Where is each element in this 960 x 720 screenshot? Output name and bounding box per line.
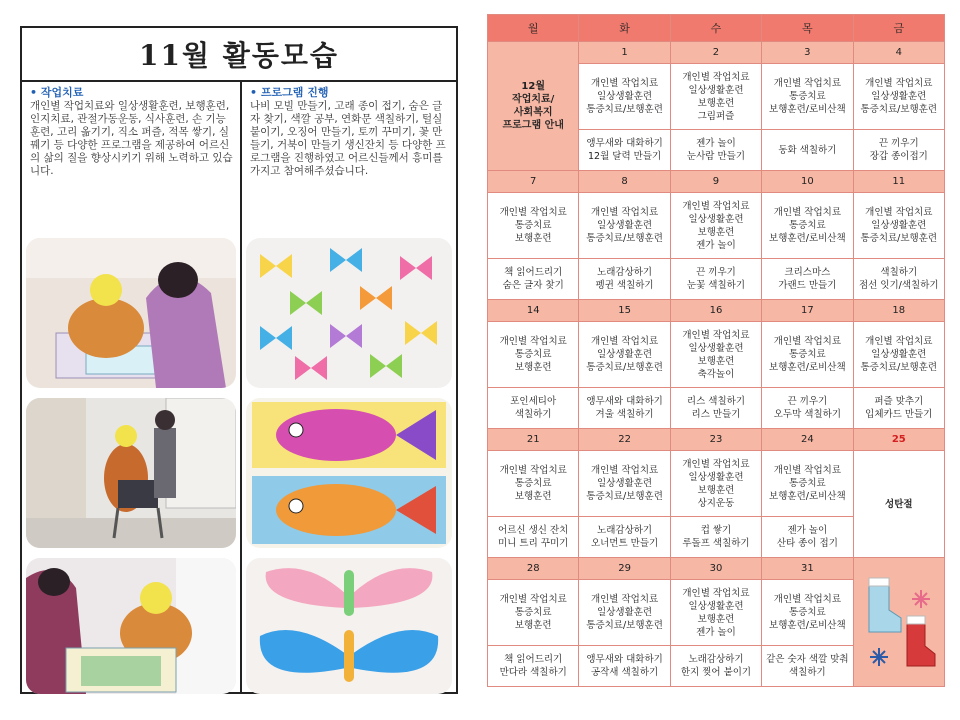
calendar.weeks.1.activity.1-line: 노래감상하기 (597, 267, 653, 278)
calendar.weeks.3.therapy.3-line: 보행훈련/로비산책 (769, 491, 846, 502)
calendar.weeks.2.activity.4-line: 입체카드 만들기 (865, 409, 933, 420)
therapy-cell (762, 451, 853, 517)
christmas-decoration-cell (853, 558, 944, 687)
calendar.weeks.4.therapy.3-line: 개인별 작업치료 (773, 594, 841, 605)
calendar.weeks.2.activity.1-line: 앵무새와 대화하기 (586, 396, 663, 407)
calendar.weeks.3.activity.1-line: 오너먼트 만들기 (590, 538, 659, 549)
calendar.weeks.2.activity.3-line: 오두막 색칠하기 (773, 409, 841, 420)
date-cell: 16 (670, 300, 761, 322)
calendar.weeks.2.therapy.0-line: 개인별 작업치료 (499, 336, 567, 347)
therapy-cell (579, 580, 670, 646)
activity-cell (670, 130, 761, 171)
date-cell: 25 (853, 429, 944, 451)
calendar.weeks.4.therapy.3-line: 보행훈련/로비산책 (769, 620, 846, 631)
occupational-therapy-column (22, 80, 240, 692)
calendar.weeks.3.activity.2-line: 컵 쌓기 (700, 525, 732, 536)
calendar.weeks.3.therapy.3-line: 통증치료 (789, 478, 826, 489)
date-cell: 17 (762, 300, 853, 322)
calendar.weeks.3.therapy.1-line: 개인별 작업치료 (590, 465, 659, 476)
week-1-dates (488, 42, 945, 64)
calendar.weeks.0.therapy.4-line: 통증치료/보행훈련 (860, 104, 938, 115)
calendar.weeks.2.activity.1-line: 겨울 색칠하기 (595, 409, 654, 420)
calendar.weeks.1.therapy.0-line: 통증치료 (514, 220, 552, 231)
calendar.weeks.1.therapy.4-line: 통증치료/보행훈련 (860, 233, 938, 244)
calendar.weeks.0.therapy.1-line: 개인별 작업치료 (590, 78, 659, 89)
date-cell: 31 (762, 558, 853, 580)
calendar.weeks.2.therapy.1-line: 일상생활훈련 (597, 349, 653, 360)
calendar.weeks.0.therapy.1-line: 통증치료/보행훈련 (586, 104, 663, 115)
therapy-cell (670, 193, 761, 259)
week-5-dates (488, 558, 945, 580)
calendar.weeks.0.activity.1-line: 앵무새와 대화하기 (586, 138, 663, 149)
calendar.weeks.0.therapy.3-line: 통증치료 (789, 91, 826, 102)
calendar.weeks.2.therapy.0-line: 통증치료 (514, 349, 552, 360)
date-cell: 7 (488, 171, 579, 193)
calendar.weeks.2.therapy.4-line: 개인별 작업치료 (865, 336, 933, 347)
calendar.weeks.4.therapy.3-line: 통증치료 (789, 607, 826, 618)
date-cell: 14 (488, 300, 579, 322)
photo-butterfly-mobile (246, 238, 452, 388)
activity-cell (762, 130, 853, 171)
calendar.weeks.2.activity.4-line: 퍼즐 맞추기 (874, 396, 924, 407)
week-2-activities (488, 259, 945, 300)
calendar.weeks.4.activity.0-line: 책 읽어드리기 (504, 654, 563, 665)
activity-cell (579, 646, 670, 687)
week-3-dates (488, 300, 945, 322)
date-cell: 3 (762, 42, 853, 64)
calendar.weeks.3.activity.3-line: 젠가 놀이 (787, 525, 828, 536)
calendar.weeks.2.activity.0-line: 포인세티아 (510, 396, 557, 407)
christmas-decoration-icon (859, 570, 939, 670)
date-cell: 11 (853, 171, 944, 193)
calendar.weeks.3.activity.3-line: 산타 종이 접기 (776, 538, 838, 549)
therapy-cell (579, 451, 670, 517)
activity-cell (670, 259, 761, 300)
calendar.weeks.3.activity.1-line: 노래감상하기 (597, 525, 653, 536)
calendar.weeks.2.therapy.0-line: 보행훈련 (514, 362, 552, 373)
calendar.weeks.1.activity.2-line: 눈꽃 색칠하기 (686, 280, 746, 291)
calendar.weeks.4.therapy.0-line: 개인별 작업치료 (499, 594, 567, 605)
date-cell: 15 (579, 300, 670, 322)
activity-cell (488, 646, 579, 687)
calendar.weeks.2.therapy.2-line: 개인별 작업치료 (682, 329, 750, 341)
activity-cell (579, 388, 670, 429)
calendar.weeks.3.therapy.0-line: 개인별 작업치료 (499, 465, 567, 476)
therapy-cell (670, 451, 761, 517)
calendar.weeks.1.activity.4-line: 점선 잇기/색칠하기 (858, 280, 939, 291)
activity-cell (579, 130, 670, 171)
therapy-cell (670, 64, 761, 130)
calendar.weeks.3.therapy.2-line: 일상생활훈련 (688, 471, 744, 483)
calendar.weeks.1.activity.0-line: 책 읽어드리기 (504, 267, 563, 278)
calendar.weeks.2.therapy.2-line: 보행훈련 (697, 355, 735, 367)
activity-cell (762, 388, 853, 429)
calendar.weeks.4.therapy.0-line: 통증치료 (514, 607, 552, 618)
calendar.weeks.1.therapy.3-line: 보행훈련/로비산책 (769, 233, 846, 244)
activity-cell (853, 388, 944, 429)
calendar.weeks.1.therapy.0-line: 개인별 작업치료 (499, 207, 567, 218)
therapy-cell (853, 64, 944, 130)
week-4-therapy (488, 451, 945, 517)
activity-cell (762, 517, 853, 558)
weekday-fri: 금 (853, 15, 944, 42)
calendar.weeks.0.activity.4-line: 장갑 종이접기 (869, 151, 928, 162)
calendar.weeks.2.therapy.2-line: 일상생활훈련 (688, 342, 744, 354)
calendar.weeks.3.therapy.1-line: 일상생활훈련 (597, 478, 653, 489)
calendar.weeks.3.therapy.1-line: 통증치료/보행훈련 (586, 491, 663, 502)
photo-butterfly-coloring (246, 558, 452, 694)
calendar.weeks.3.activity.0-line: 어르신 생신 잔치 (498, 525, 569, 536)
calendar.weeks.3.therapy.3-line: 개인별 작업치료 (773, 465, 841, 476)
date-cell: 10 (762, 171, 853, 193)
calendar.weeks.4.activity.2-line: 한지 찢어 붙이기 (680, 667, 752, 678)
calendar.weeks.1.therapy.4-line: 개인별 작업치료 (865, 207, 933, 218)
weekday-tue: 화 (579, 15, 670, 42)
activity-cell (670, 517, 761, 558)
activity-cell (762, 646, 853, 687)
weekday-wed: 수 (670, 15, 761, 42)
photo-board-game (26, 558, 236, 694)
calendar.weeks.1.therapy.1-line: 개인별 작업치료 (590, 207, 659, 218)
calendar.weeks.2.therapy.4-line: 통증치료/보행훈련 (860, 362, 938, 373)
calendar.weeks.1.therapy.1-line: 일상생활훈련 (597, 220, 653, 231)
calendar.weeks.3.activity.2-line: 루돌프 색칠하기 (682, 538, 750, 549)
therapy-cell (670, 580, 761, 646)
calendar.weeks.0.activity.1-line: 12월 달력 만들기 (587, 151, 662, 162)
activity-cell (853, 259, 944, 300)
weekday-thu: 목 (762, 15, 853, 42)
calendar.weeks.4.therapy.2-line: 개인별 작업치료 (682, 587, 750, 599)
activity-cell (853, 130, 944, 171)
calendar.weeks.4.therapy.0-line: 보행훈련 (514, 620, 552, 631)
calendar.weeks.4.therapy.1-line: 개인별 작업치료 (590, 594, 659, 605)
calendar.weeks.0.therapy.2-line: 보행훈련 (697, 97, 735, 109)
calendar.weeks.2.therapy.2-line: 축각놀이 (697, 368, 735, 380)
program-info-line: 프로그램 안내 (502, 120, 564, 131)
calendar.weeks.3.therapy.0-line: 보행훈련 (514, 491, 552, 502)
activity-cell (488, 517, 579, 558)
calendar.weeks.3.therapy.2-line: 보행훈련 (697, 484, 735, 496)
calendar.weeks.3.therapy.2-line: 상지운동 (697, 497, 735, 509)
calendar.weeks.1.therapy.2-line: 젠가 놀이 (696, 239, 736, 251)
calendar.weeks.2.activity.3-line: 끈 끼우기 (787, 396, 828, 407)
date-cell: 4 (853, 42, 944, 64)
calendar.weeks.1.therapy.2-line: 개인별 작업치료 (682, 200, 750, 212)
date-cell: 22 (579, 429, 670, 451)
calendar.weeks.1.therapy.2-line: 일상생활훈련 (688, 213, 744, 225)
activity-cell (762, 259, 853, 300)
calendar.weeks.1.activity.0-line: 숨은 글자 찾기 (502, 280, 564, 291)
program-info-line: 사회복지 (513, 107, 553, 118)
therapy-cell (762, 322, 853, 388)
date-cell: 24 (762, 429, 853, 451)
date-cell: 30 (670, 558, 761, 580)
program-text: • 프로그램 진행 나비 모빌 만들기, 고래 종이 접기, 숨은 글자 찾기, 색깔 공부, 연화문 색칠하기, 털실 붙이기, 오징어 만들기, 토끼 꾸미기, 꽃 만들기, 거북이 만들기 생신잔치 등 다양한 프로그램을 진행하였고 어르신들께서 흥미를 가지고 참여해주셨습니다. (250, 86, 450, 178)
program-body: 나비 모빌 만들기, 고래 종이 접기, 숨은 글자 찾기, 색깔 공부, 연화문 색칠하기, 털실 붙이기, 오징어 만들기, 토끼 꾸미기, 꽃 만들기, 거북이 만들기 생신잔치 등 다양한 프로그램을 진행하였고 어르신들께서 흥미를 가지고 참여해주셨습니다. (250, 100, 446, 177)
calendar.weeks.4.therapy.2-line: 젠가 놀이 (696, 626, 736, 638)
therapy-cell (579, 322, 670, 388)
calendar.weeks.2.therapy.1-line: 통증치료/보행훈련 (586, 362, 663, 373)
date-cell: 2 (670, 42, 761, 64)
calendar.weeks.4.activity.0-line: 만다라 색칠하기 (499, 667, 567, 678)
calendar.weeks.0.therapy.3-line: 개인별 작업치료 (773, 78, 841, 89)
calendar.weeks.4.therapy.2-line: 보행훈련 (697, 613, 735, 625)
calendar.weeks.1.activity.3-line: 크리스마스 (784, 267, 831, 278)
calendar.weeks.1.therapy.1-line: 통증치료/보행훈련 (586, 233, 663, 244)
photo-walker-training (26, 398, 236, 548)
week-2-dates (488, 171, 945, 193)
date-cell: 1 (579, 42, 670, 64)
occupational-therapy-text: • 작업치료 개인별 작업치료와 일상생활훈련, 보행훈련, 인지치료, 관절가동운동, 식사훈련, 손 기능 훈련, 고리 옮기기, 직소 퍼즐, 적목 쌓기, 실 꿰기 등 다양한 프로그램을 제공하여 어르신의 삶의 질을 향상시키기 위해 노력하고 있습니다. (30, 86, 233, 177)
calendar.weeks.3.therapy.2-line: 개인별 작업치료 (682, 458, 750, 470)
calendar.weeks.1.therapy.3-line: 통증치료 (789, 220, 826, 231)
calendar.weeks.1.therapy.2-line: 보행훈련 (697, 226, 735, 238)
activity-cell (670, 646, 761, 687)
calendar.weeks.0.therapy.3-line: 보행훈련/로비산책 (769, 104, 846, 115)
date-cell: 23 (670, 429, 761, 451)
program-info-line: 작업치료/ (512, 94, 555, 105)
panel-columns (22, 80, 456, 692)
calendar.weeks.4.activity.1-line: 앵무새와 대화하기 (586, 654, 663, 665)
activity-cell (670, 388, 761, 429)
calendar.weeks.0.therapy.4-line: 개인별 작업치료 (865, 78, 933, 89)
calendar.weeks.4.therapy.1-line: 통증치료/보행훈련 (586, 620, 663, 631)
calendar.weeks.0.therapy.4-line: 일상생활훈련 (871, 91, 927, 102)
calendar.weeks.4.activity.3-line: 같은 숫자 색깔 맞춰 (766, 654, 849, 665)
therapy-cell (762, 64, 853, 130)
calendar.weeks.3.therapy.0-line: 통증치료 (514, 478, 552, 489)
therapy-cell (762, 580, 853, 646)
therapy-cell (853, 322, 944, 388)
calendar.weeks.4.activity.2-line: 노래감상하기 (688, 654, 744, 665)
occupational-therapy-body: 개인별 작업치료와 일상생활훈련, 보행훈련, 인지치료, 관절가동운동, 식사훈련, 손 기능 훈련, 고리 옮기기, 직소 퍼즐, 적목 쌓기, 실 꿰기 등 다양한 프로그램을 제공하여 어르신의 삶의 질을 향상시키기 위해 노력하고 있습니다. (30, 100, 233, 177)
date-cell: 21 (488, 429, 579, 451)
week-3-therapy (488, 322, 945, 388)
calendar.weeks.0.therapy.1-line: 일상생활훈련 (597, 91, 653, 102)
date-cell: 18 (853, 300, 944, 322)
calendar.weeks.0.activity.4-line: 끈 끼우기 (878, 138, 919, 149)
calendar.weeks.4.activity.1-line: 공작새 색칠하기 (590, 667, 659, 678)
program-heading: 프로그램 진행 (260, 86, 329, 99)
calendar.weeks.0.activity.2-line: 눈사람 만들기 (686, 151, 746, 162)
calendar.weeks.1.therapy.0-line: 보행훈련 (514, 233, 552, 244)
therapy-cell (762, 193, 853, 259)
therapy-cell (488, 580, 579, 646)
calendar.weeks.1.activity.1-line: 펭귄 색칠하기 (595, 280, 654, 291)
therapy-cell (670, 322, 761, 388)
activity-cell (579, 259, 670, 300)
therapy-cell (853, 193, 944, 259)
calendar.weeks.2.therapy.4-line: 일상생활훈련 (871, 349, 927, 360)
calendar.weeks.4.therapy.1-line: 일상생활훈련 (597, 607, 653, 618)
calendar.weeks.4.activity.3-line: 색칠하기 (789, 667, 826, 678)
calendar.weeks.1.therapy.4-line: 일상생활훈련 (871, 220, 927, 231)
date-cell: 29 (579, 558, 670, 580)
calendar.weeks.2.activity.0-line: 색칠하기 (514, 409, 552, 420)
therapy-cell (488, 322, 579, 388)
activity-photo-panel (20, 26, 458, 694)
activity-cell (488, 259, 579, 300)
calendar.weeks.1.activity.2-line: 끈 끼우기 (696, 267, 736, 278)
therapy-cell (579, 193, 670, 259)
calendar.weeks.3.activity.0-line: 미니 트리 꾸미기 (498, 538, 569, 549)
calendar.weeks.2.therapy.3-line: 개인별 작업치료 (773, 336, 841, 347)
december-program-calendar (487, 14, 945, 687)
therapy-cell (579, 64, 670, 130)
calendar.weeks.0.therapy.2-line: 일상생활훈련 (688, 84, 744, 96)
calendar.weeks.2.activity.2-line: 리스 만들기 (691, 409, 741, 420)
photo-puzzle-activity (26, 238, 236, 388)
calendar.weeks.4.therapy.2-line: 일상생활훈련 (688, 600, 744, 612)
date-cell: 8 (579, 171, 670, 193)
weekday-mon: 월 (488, 15, 579, 42)
program-info-line: 12월 (521, 81, 545, 92)
occupational-therapy-heading: 작업치료 (40, 86, 84, 99)
weekday-header (488, 15, 945, 42)
calendar.weeks.2.therapy.3-line: 통증치료 (789, 349, 826, 360)
week-2-therapy (488, 193, 945, 259)
calendar.weeks.1.activity.4-line: 색칠하기 (880, 267, 918, 278)
calendar.weeks.0.therapy.2-line: 개인별 작업치료 (682, 71, 750, 83)
calendar.weeks.1.activity.3-line: 가랜드 만들기 (778, 280, 837, 291)
calendar.weeks.0.therapy.2-line: 그림퍼즐 (697, 110, 735, 122)
therapy-cell (488, 451, 579, 517)
holiday-cell: 성탄절 (853, 451, 944, 558)
calendar.weeks.1.therapy.3-line: 개인별 작업치료 (773, 207, 841, 218)
activity-cell (579, 517, 670, 558)
calendar.weeks.2.activity.2-line: 리스 색칠하기 (686, 396, 746, 407)
therapy-cell (488, 193, 579, 259)
calendar-body (488, 42, 945, 687)
activity-cell (488, 388, 579, 429)
program-column (242, 80, 456, 692)
date-cell: 9 (670, 171, 761, 193)
calendar.weeks.2.therapy.1-line: 개인별 작업치료 (590, 336, 659, 347)
photo-fish-coloring (246, 398, 452, 548)
panel-title: 11월 활동모습 (22, 28, 456, 82)
week-3-activities (488, 388, 945, 429)
calendar.weeks.0.activity.2-line: 젠가 놀이 (696, 138, 736, 149)
calendar.weeks.0.activity.3-line: 동화 색칠하기 (778, 144, 837, 156)
program-info-cell (488, 42, 579, 171)
calendar.weeks.2.therapy.3-line: 보행훈련/로비산책 (769, 362, 846, 373)
week-4-dates (488, 429, 945, 451)
date-cell: 28 (488, 558, 579, 580)
